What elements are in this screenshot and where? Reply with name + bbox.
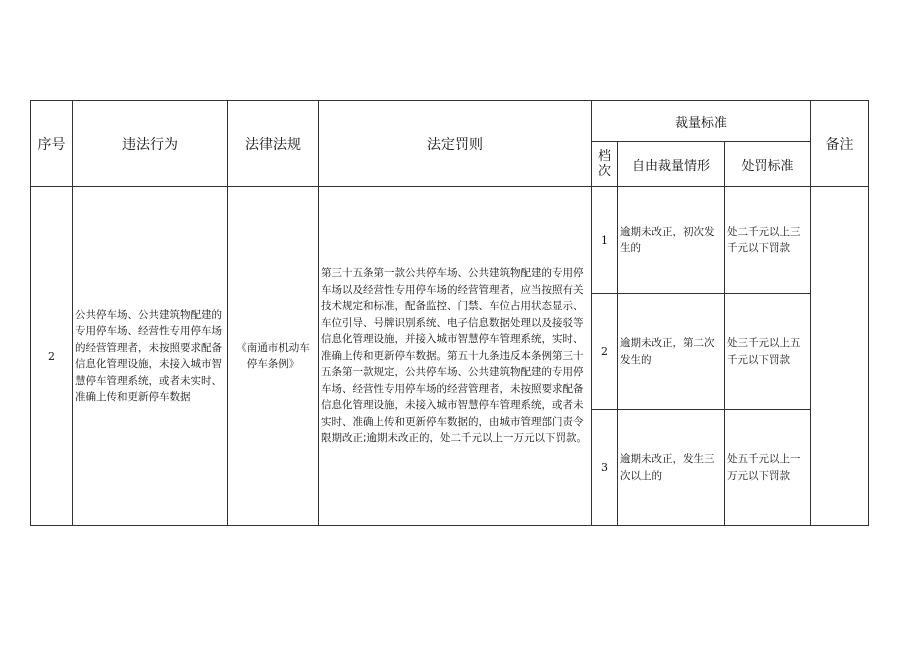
row-remarks [811,187,869,526]
table-row [31,187,869,294]
row-law: 《南通市机动车停车条例》 [228,187,319,526]
header-law: 法律法规 [228,101,319,187]
row-penalty-rule: 第三十五条第一款公共停车场、公共建筑物配建的专用停车场以及经营性专用停车场的经营管理者，应当按照有关技术规定和标准，配备监控、门禁、车位占用状态显示、车位引导、号牌识别系统、电子信息数据处理以及接驳等信息化管理设施，并接入城市智慧停车管理系统，实时、准确上传和更新停车数据。第五十九条违反本条例第三十五条第一款规定，公共停车场、公共建筑物配建的专用停车场、经营性专用停车场的经营管理者，未按照要求配备信息化管理设施，未接入城市智慧停车管理系统，或者未实时、准确上传和更新停车数据的，由城市管理部门责令限期改正;逾期未改正的，处二千元以上一万元以下罚款。 [319,187,592,526]
level-grade: 3 [592,410,618,526]
header-grade-text: 档次 [597,149,611,179]
header-discretion-standard: 裁量标准 [592,101,811,142]
level-grade: 1 [592,187,618,294]
header-grade [592,142,618,187]
header-seq: 序号 [31,101,73,187]
header-penalty-rule: 法定罚则 [319,101,592,187]
level-penalty: 处三千元以上五千元以下罚款 [725,294,811,410]
level-circumstance: 逾期未改正，发生三次以上的 [618,410,725,526]
header-remarks: 备注 [811,101,869,187]
header-circumstance: 自由裁量情形 [618,142,725,187]
header-penalty-standard: 处罚标准 [725,142,811,187]
row-violation: 公共停车场、公共建筑物配建的专用停车场、经营性专用停车场的经营管理者，未按照要求配备信息化管理设施，未接入城市智慧停车管理系统，或者未实时、准确上传和更新停车数据 [73,187,228,526]
header-violation: 违法行为 [73,101,228,187]
discretion-table [30,100,869,526]
level-circumstance: 逾期未改正，初次发生的 [618,187,725,294]
level-penalty: 处五千元以上一万元以下罚款 [725,410,811,526]
level-grade: 2 [592,294,618,410]
row-seq: 2 [31,187,73,526]
level-circumstance: 逾期未改正，第二次发生的 [618,294,725,410]
level-penalty: 处二千元以上三千元以下罚款 [725,187,811,294]
header-row-1 [31,101,869,142]
